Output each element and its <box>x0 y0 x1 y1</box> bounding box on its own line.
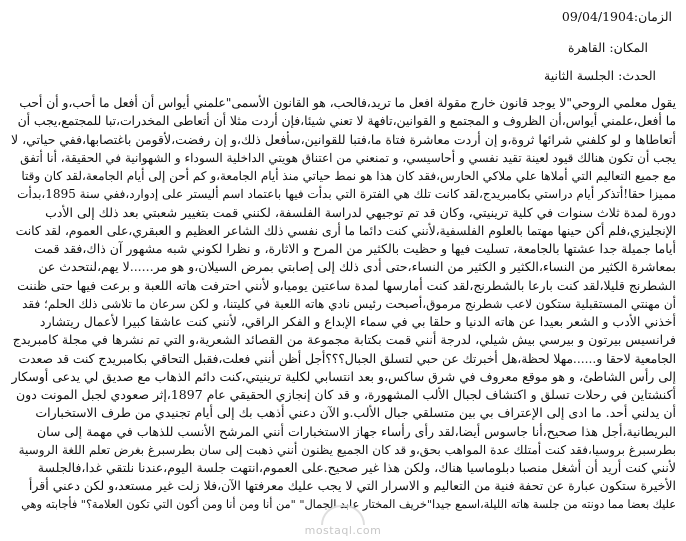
body-line: بطرسبرغ بروسيا،فقد كنت أمتلك عدة المواهب بحق،و قد كان الجميع يظنون أنني ذهبت إلى سان بطرسبرغ بغرض تعلم اللغة الروسية <box>18 442 676 457</box>
body-line: الشطرنج قليلا،لقد كنت بارعا بالشطرنج،لقد كنت أمارسها لمدة ساعتين يوميا،و لأنني احترفت هاته اللعبة و برعت فيها حتى ظننت <box>17 277 676 293</box>
body-line: أخذني الأدب و الشعر بعيدا عن هاته الدنيا و حلقا بي في سماء الإبداع و الفكر الراقي، لأنني كنت عاشقا كبيرا لأعمال ريتشارد <box>39 314 676 329</box>
body-line: مع جميع التعاليم التي أملاها علي ملاكي الحارس،فقد كان هذا هو نمط حياتي منذ أيام الجامعة،و كم أحن إلى أيام الجامعة،لقد كان وقتا <box>21 169 676 183</box>
body-line: أياما جميلة جدا عشتها بالجامعة، تسليت فيها و حظيت بالكثير من المرح و الاثارة، و نظرا لكوني شبه مشهور آن ذاك،فقد قمت <box>34 241 676 256</box>
body-line: دورة لمدة ثلاث سنوات في كلية ترينيتي، وكان قد تم توجيهي لدراسة الفلسفة، لكنني قمت بتغيير شعبتي بعد ذلك إلى الأدب <box>45 204 676 220</box>
body-line: بمعاشرة الكثير من النساء،الكثير و الكثير من النساء،حتى أدى ذلك إلى إصابتي بمرض السيلان،و هو مر......لا يهم،لنتحدث عن <box>38 259 676 275</box>
body-line: مميزا حقا!أتذكر أيام دراستي بكامبريدج،لقد كانت تلك هي الفترة التي بدأت فيها باعتماد اسم أليستر على إدوارد،ففي سنة 1895،بدأت <box>17 187 676 202</box>
body-line: أن يدلني أحد. ما ادى إلى الإعتراف بي بين متسلقي جبال الألب.و الآن دعني أذهب بك إلى أيام تجنيدي من طرف الاستخبارات <box>35 405 676 421</box>
body-line: فرانسيس بيرتون و بيرسي بيش شيلي، لدرجة أنني قمت بكتابة مجموعة من القصائد الشعرية،و التي تم نشرها في مجلة كامبريدج <box>12 332 676 348</box>
body-line: يجب أن تكون هنالك قيود لعينة تقيد نفسي و أحاسيسي، و تمنعني من اعتناق هويتي الداخلية السوداء و الشهوانية في الحقيقة، أنا أتفق <box>20 150 676 165</box>
body-line: عليك بعضا مما دونته من جلسة هاته الليلة،اسمع جيدا"خريف المختار عابد الجمال" "من أنا ومن أنا ومن أكون التي تكون العلامة؟" فأجابته وهي <box>21 497 676 511</box>
date-line: الزمان:09/04/1904 <box>561 9 672 24</box>
body-line: أتعاطاها و لو كلفني شرائها ثروة،و إن أردت معاشرة فتاة ما،فتبا للقوانين،سأفعل ذلك،و إن رفضت،لأقومن باغتصابها،ففي حياتي، لا <box>11 131 676 147</box>
body-line: أكنشتاين في رحلات تسلق و اكتشاف لجبال الألب المشهورة، و قد كان إنجازي الحقيقي عام 1897،إثر صعودي لجبل المونت دون <box>16 387 676 402</box>
body-line: الأخيرة ستكون عبارة عن تحفة فنية من التعاليم و الاسرار التي لا يجب عليك معرفتها الآن،فلا زلت غير مستعد،و لكن دعني أقرأ <box>28 478 676 494</box>
body-line: يقول معلمي الروحي"لا يوجد قانون خارج مقولة افعل ما تريد،فالحب، هو القانون الأسمى"علمني أيواس أن أفعل ما أحب،و أن أحب <box>19 96 676 110</box>
watermark: mostaql.com <box>304 524 382 537</box>
body-paragraph <box>10 94 676 514</box>
body-line: أن مهنتي المستقبلية ستكون لاعب شطرنج مرموق،أصبحت رئيس نادي هاته اللعبة في كليتنا، و لكن سرعان ما تلاشى ذلك الحلم؛ فقد <box>22 296 676 311</box>
body-line: البريطانية،أجل هذا صحيح،أنا جاسوس أيضا،لقد رأى رأساء جهاز الاستخبارات أنني المرشح الأنسب للذهاب في مهمة إلى سان <box>36 423 676 439</box>
place-line: المكان: القاهرة <box>567 40 648 55</box>
body-line: الجامعية لاحقا و......مهلا لحظة،هل أخبرتك عن حبي لتسلق الجبال؟؟؟أجل أظن أنني فعلت،فقبل التحاقي بكامبريدج كنت قد صعدت <box>18 351 676 366</box>
event-line: الحدث: الجلسة الثانية <box>544 68 656 83</box>
body-line: الإنجليزي،فلم أكن حينها مهتما بالعلوم الفلسفية،لأنني كنت دائما ما أرى نفسي ذلك الشاعر العظيم و العبقري،على العموم، لقد كانت <box>15 223 676 238</box>
body-line: ما أفعل،علمني أيواس،أن الظروف و المجتمع و القوانين،تافهة لا تعني شيئا،فإن أردت مثلا أن أتعاطى المخدرات،تبا للمجتمع،يجب أن <box>17 114 676 129</box>
body-line: إلى رأس الشاطئ، و هو موقع معروف في شرق ساكس،و بعد انتسابي لكلية ترينيتي،كنت دائم الذهاب مع صديق لي يدعى أوسكار <box>11 368 676 384</box>
body-line: لأنني كنت أريد أن أشغل منصبا دبلوماسيا هناك، ولكن هذا غير صحيح.على العموم،انتهت جلسة اليوم،عندنا نلتقي غدا،فالجلسة <box>37 460 676 475</box>
